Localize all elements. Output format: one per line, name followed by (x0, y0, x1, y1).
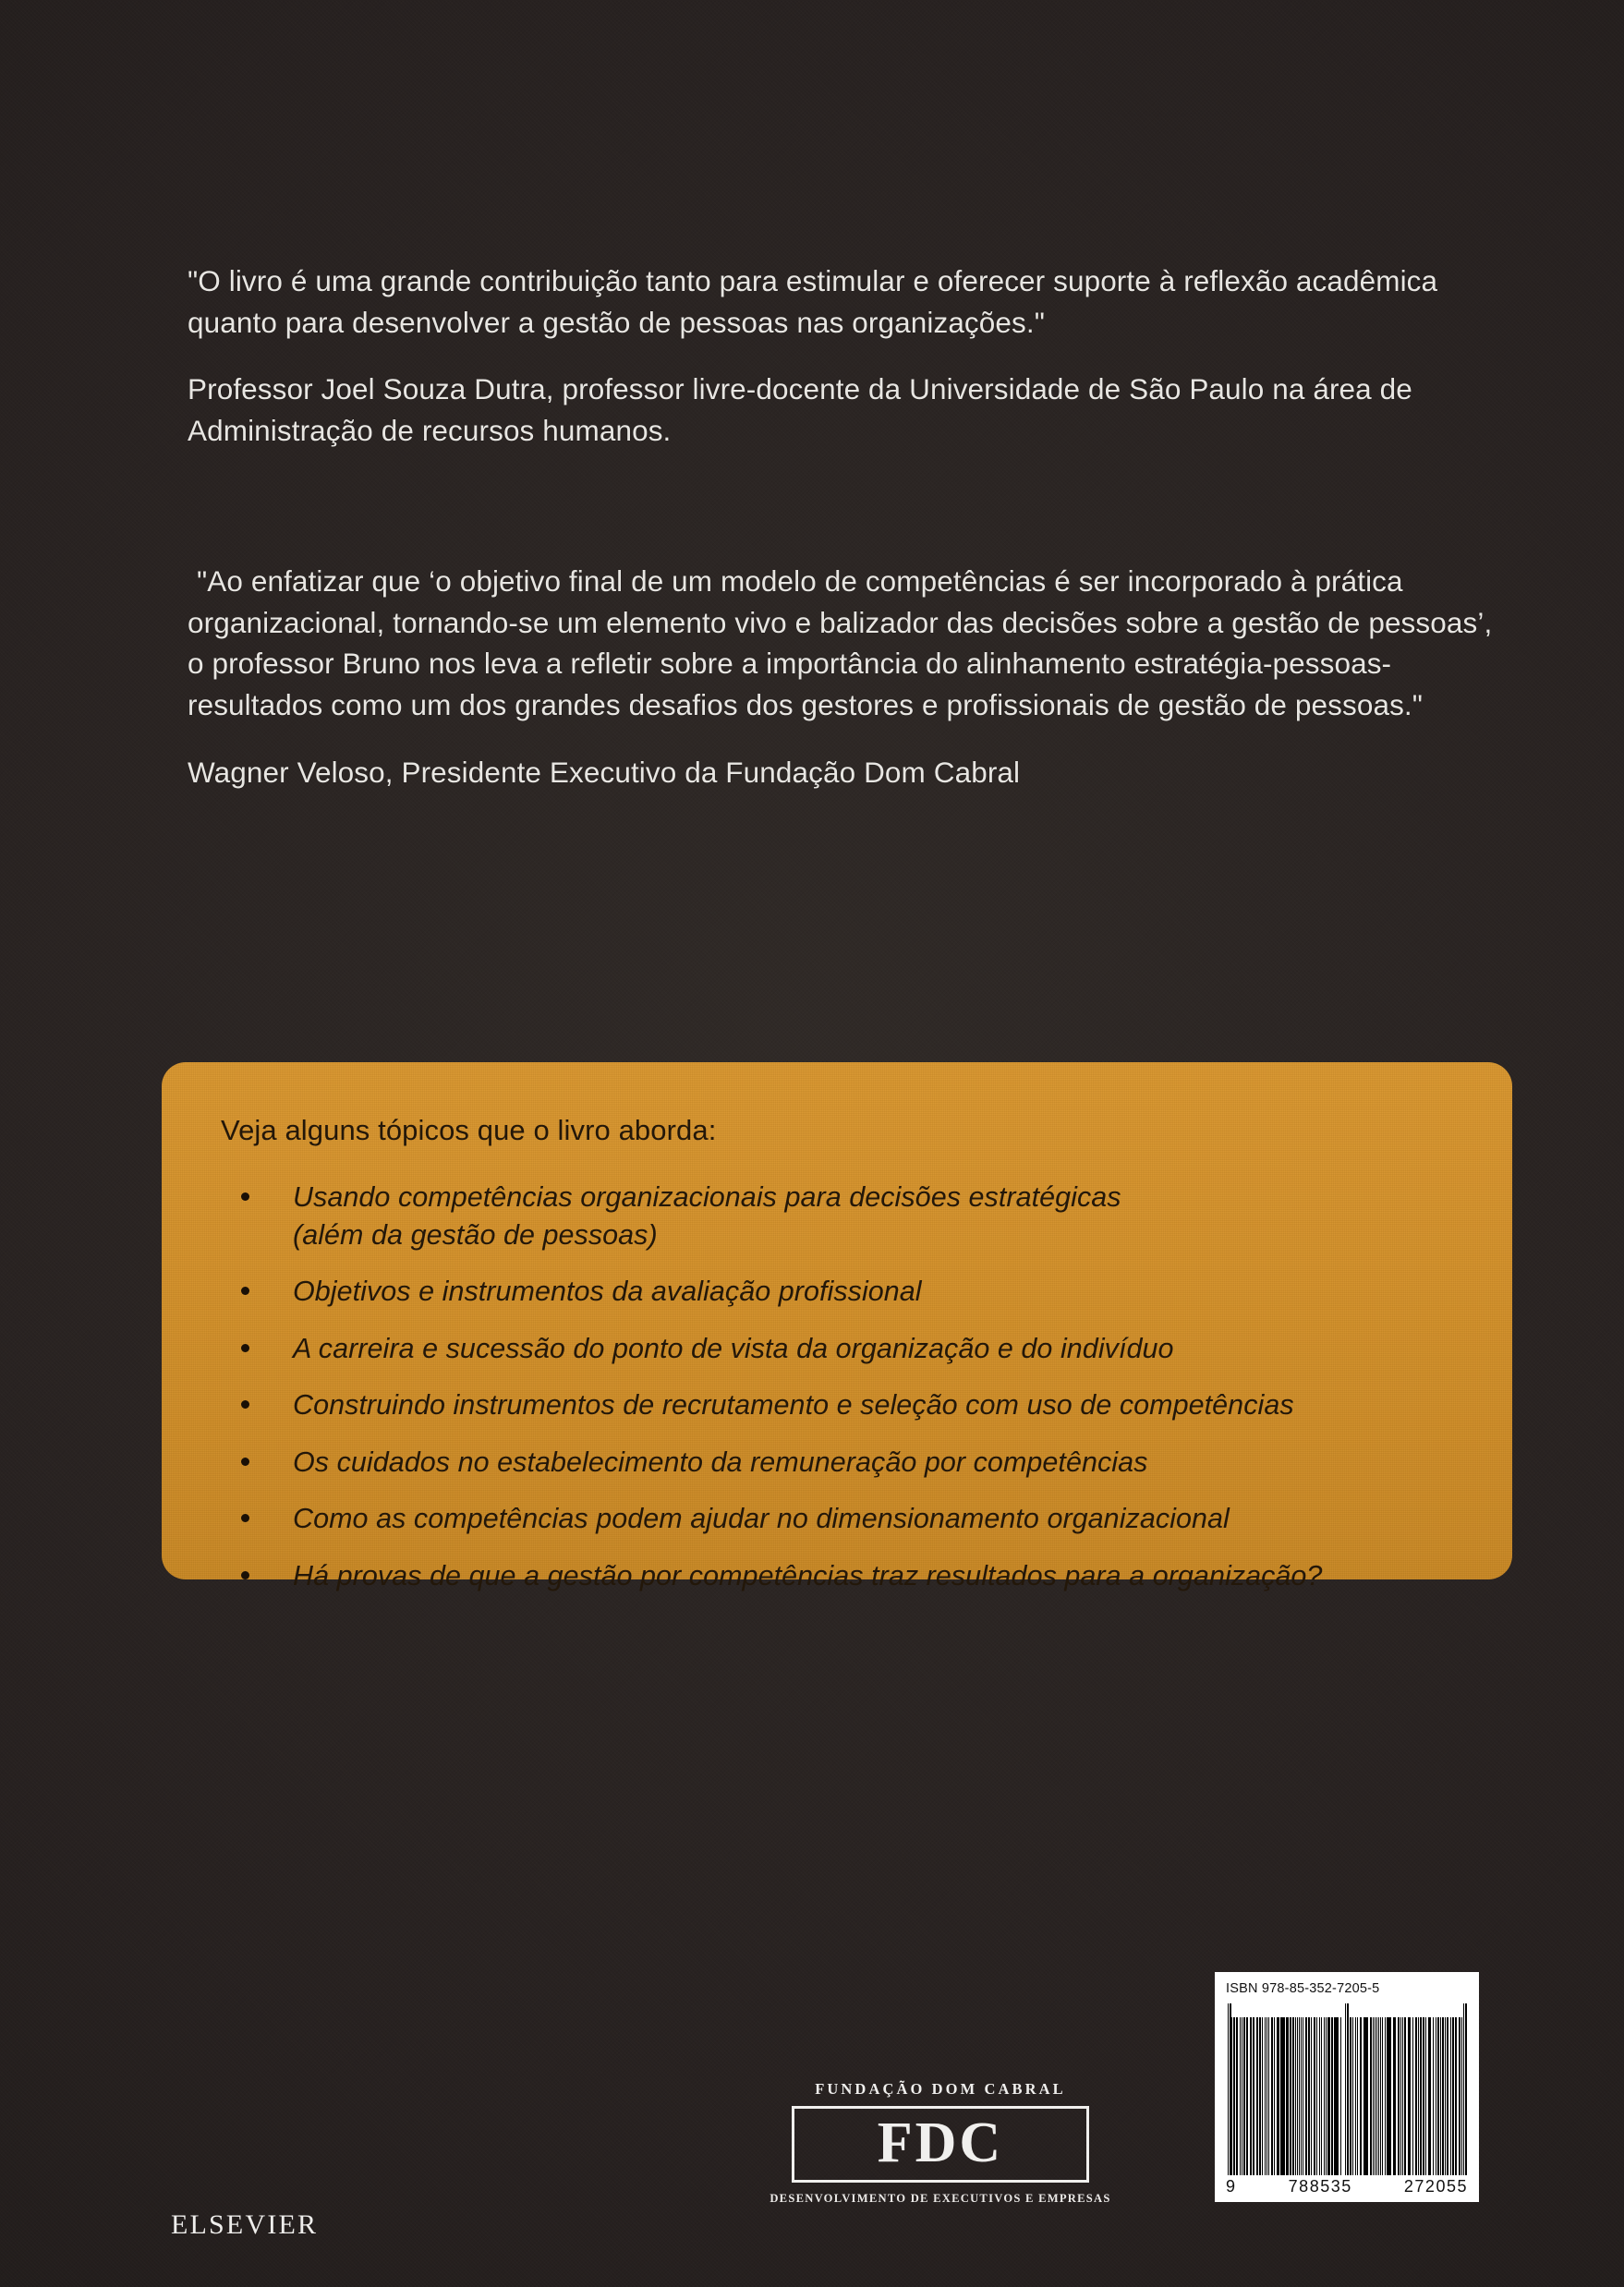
quote-1-attribution: Professor Joel Souza Dutra, professor livre-docente da Universidade de São Paulo na área de Administração de recursos humanos. (188, 372, 1412, 448)
topic-text: A carreira e sucessão do ponto de vista da organização e do indivíduo (293, 1332, 1174, 1364)
topics-list (221, 1179, 1472, 1595)
topics-panel-heading: Veja alguns tópicos que o livro aborda: (221, 1114, 717, 1146)
list-item (221, 1444, 1472, 1482)
list-item (221, 1179, 1472, 1253)
topic-text: Objetivos e instrumentos da avaliação profissional (293, 1276, 922, 1308)
bullet-icon (241, 1400, 249, 1409)
fdc-logo (770, 2080, 1111, 2206)
list-item (221, 1557, 1472, 1595)
topic-text: Construindo instrumentos de recrutamento e seleção com uso de competências (293, 1389, 1294, 1422)
quote-2-text: "Ao enfatizar que ‘o objetivo final de um modelo de competências é ser incorporado à prática organizacional, tornando-se um elemento vivo e balizador das decisões sobre a gestão de pessoas’, o professor Bruno nos leva a refletir sobre a importância do alinhamento estratégia-pessoas-resultados como um dos grandes desafios dos gestores e profissionais de gestão de pessoas." (188, 563, 1493, 722)
isbn-barcode (1215, 1972, 1479, 2202)
topic-text: Como as competências podem ajudar no dimensionamento organizacional (293, 1503, 1230, 1535)
fdc-logo-box (792, 2106, 1089, 2183)
bullet-icon (241, 1571, 249, 1579)
barcode-bars (1224, 2003, 1470, 2175)
list-item (221, 1500, 1472, 1538)
bullet-icon (241, 1514, 249, 1522)
topic-text: Usando competências organizacionais para decisões estratégicas (293, 1181, 1121, 1213)
quote-2-attribution: Wagner Veloso, Presidente Executivo da Fundação Dom Cabral (188, 755, 1021, 789)
isbn-label: ISBN 978-85-352-7205-5 (1226, 1981, 1380, 1996)
list-item (221, 1386, 1472, 1424)
quote-block-2 (188, 561, 1509, 793)
bullet-icon (241, 1287, 249, 1295)
list-item (221, 1330, 1472, 1368)
barcode-digits (1224, 2177, 1470, 2196)
fdc-logo-bottom-line: DESENVOLVIMENTO DE EXECUTIVOS E EMPRESAS (770, 2192, 1111, 2205)
barcode-digit-mid: 788535 (1288, 2177, 1352, 2196)
publisher-logo: ELSEVIER (171, 2209, 319, 2240)
bullet-icon (241, 1458, 249, 1466)
barcode-digit-right: 272055 (1403, 2177, 1468, 2196)
fdc-logo-top-line: FUNDAÇÃO DOM CABRAL (815, 2080, 1066, 2098)
topics-panel (162, 1062, 1512, 1591)
bullet-icon (241, 1192, 249, 1201)
endorsement-quotes (188, 260, 1509, 793)
list-item (221, 1273, 1472, 1311)
topic-text: Os cuidados no estabelecimento da remuneração por competências (293, 1446, 1148, 1478)
barcode-digit-left: 9 (1226, 2177, 1237, 2196)
topic-text: Há provas de que a gestão por competências traz resultados para a organização? (293, 1559, 1323, 1591)
topic-subtext: (além da gestão de pessoas) (293, 1218, 658, 1251)
bullet-icon (241, 1344, 249, 1352)
quote-1-text: "O livro é uma grande contribuição tanto para estimular e oferecer suporte à reflexão acadêmica quanto para desenvolver a gestão de pessoas nas organizações." (188, 264, 1438, 339)
fdc-logo-mark: FDC (877, 2112, 1004, 2174)
quote-block-1 (188, 260, 1509, 452)
